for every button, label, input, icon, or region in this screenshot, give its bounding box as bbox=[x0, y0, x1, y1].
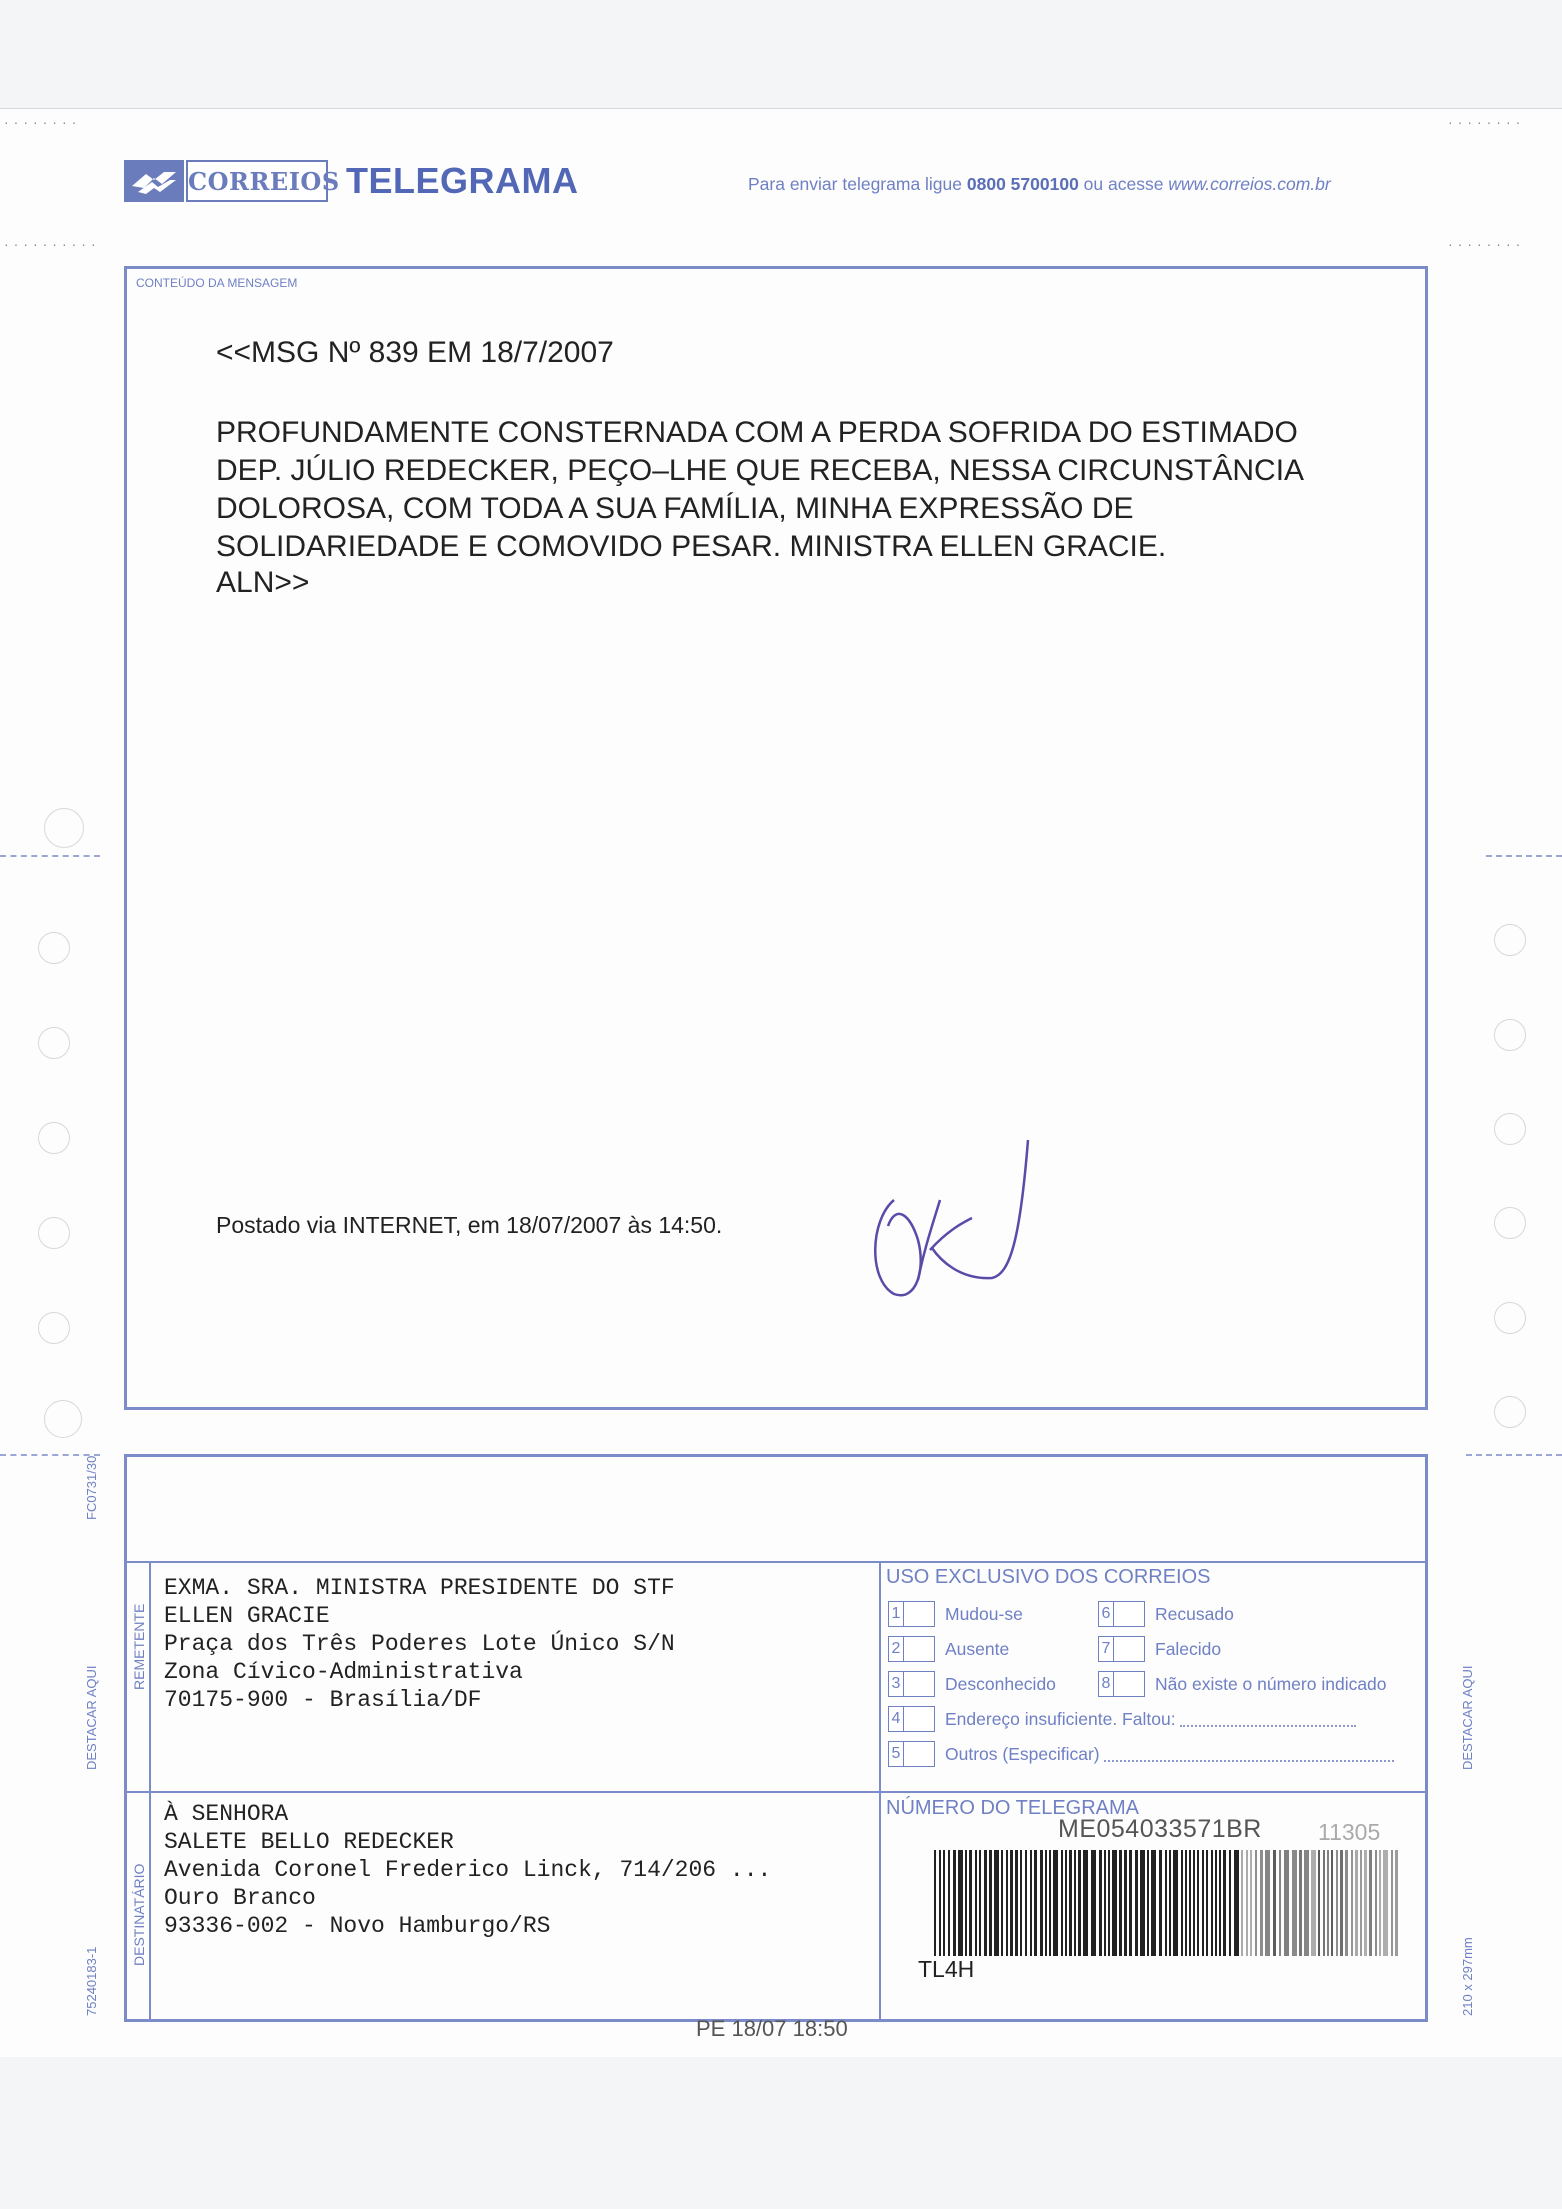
correios-arrows-icon bbox=[124, 160, 184, 202]
barcode-bar bbox=[1395, 1850, 1398, 1956]
barcode-bar bbox=[1124, 1850, 1127, 1956]
option-nao-existe-numero[interactable]: 8 Não existe o número indicado bbox=[1098, 1671, 1387, 1697]
punch-hole bbox=[1494, 1302, 1526, 1334]
barcode-bar bbox=[1351, 1850, 1353, 1956]
message-line: DOLOROSA, COM TODA A SUA FAMÍLIA, MINHA EXPRESSÃO DE bbox=[216, 492, 1134, 525]
option-desconhecido[interactable]: 3 Desconhecido bbox=[888, 1671, 1056, 1697]
divider bbox=[127, 1791, 1425, 1793]
barcode-bar bbox=[1211, 1850, 1213, 1956]
barcode-bar bbox=[1219, 1850, 1221, 1956]
barcode-bar bbox=[1015, 1850, 1018, 1956]
option-mudou-se[interactable]: 1 Mudou-se bbox=[888, 1601, 1023, 1627]
barcode-bar bbox=[1151, 1850, 1156, 1956]
brand-name: CORREIOS bbox=[186, 160, 328, 202]
document-title: TELEGRAMA bbox=[346, 160, 579, 201]
barcode-bar bbox=[1364, 1850, 1367, 1956]
telegram-number-title: NÚMERO DO TELEGRAMA bbox=[886, 1797, 1139, 1819]
barcode-bar bbox=[1223, 1850, 1226, 1956]
barcode-bar bbox=[1379, 1850, 1381, 1956]
telegram-code: 11305 bbox=[1318, 1819, 1381, 1845]
punch-hole bbox=[1494, 1396, 1526, 1428]
punch-hole bbox=[38, 1122, 70, 1154]
barcode-bar bbox=[1159, 1850, 1162, 1956]
barcode-bar bbox=[1340, 1850, 1343, 1956]
barcode-bar bbox=[1383, 1850, 1388, 1956]
posted-info: Postado via INTERNET, em 18/07/2007 às 14:50. bbox=[216, 1212, 723, 1238]
barcode-bar bbox=[1165, 1850, 1167, 1956]
barcode-bar bbox=[1292, 1850, 1297, 1956]
barcode-bar bbox=[1020, 1850, 1022, 1956]
header-info: Para enviar telegrama ligue 0800 5700100 ou acesse www.correios.com.br bbox=[748, 174, 1331, 194]
punch-hole bbox=[1494, 1019, 1526, 1051]
barcode-bar bbox=[1189, 1850, 1191, 1956]
barcode-bar bbox=[1185, 1850, 1187, 1956]
checkbox[interactable] bbox=[903, 1601, 935, 1627]
recipient-label: DESTINATÁRIO bbox=[131, 1863, 147, 1966]
option-falecido[interactable]: 7 Falecido bbox=[1098, 1636, 1221, 1662]
option-ausente[interactable]: 2 Ausente bbox=[888, 1636, 1009, 1662]
checkbox[interactable] bbox=[1113, 1671, 1145, 1697]
barcode-bar bbox=[939, 1850, 941, 1956]
punch-hole bbox=[38, 1027, 70, 1059]
perforation-dots: ········ bbox=[1448, 114, 1526, 130]
barcode-bar bbox=[1246, 1850, 1248, 1956]
barcode-bar bbox=[1061, 1850, 1063, 1956]
barcode-bar bbox=[1304, 1850, 1309, 1956]
barcode-bar bbox=[1053, 1850, 1058, 1956]
barcode-bar bbox=[1135, 1850, 1138, 1956]
barcode-bar bbox=[1001, 1850, 1003, 1956]
barcode-bar bbox=[965, 1850, 967, 1956]
punch-hole bbox=[38, 932, 70, 964]
barcode-bar bbox=[1279, 1850, 1281, 1956]
option-recusado[interactable]: 6 Recusado bbox=[1098, 1601, 1234, 1627]
postal-stamp: PE 18/07 18:50 bbox=[696, 2016, 848, 2041]
website-link[interactable]: www.correios.com.br bbox=[1168, 174, 1331, 194]
punch-hole bbox=[1494, 1207, 1526, 1239]
barcode-bar bbox=[943, 1850, 945, 1956]
punch-hole bbox=[44, 1400, 82, 1438]
recipient-address: À SENHORA SALETE BELLO REDECKER Avenida Coronel Frederico Linck, 714/206 ... Ouro Branco 93336-002 - Novo Hamburgo/RS bbox=[164, 1801, 772, 1939]
fill-line[interactable] bbox=[1104, 1746, 1394, 1762]
barcode-bar bbox=[1040, 1850, 1043, 1956]
telegram-number: ME054033571BR bbox=[1058, 1815, 1262, 1843]
message-line: DEP. JÚLIO REDECKER, PEÇO–LHE QUE RECEBA, NESSA CIRCUNSTÂNCIA bbox=[216, 454, 1305, 487]
barcode-bar bbox=[953, 1850, 956, 1956]
form-code: FC0731/30 bbox=[84, 1455, 99, 1520]
barcode-bar bbox=[975, 1850, 977, 1956]
barcode-bar bbox=[1169, 1850, 1171, 1956]
message-line: SOLIDARIEDADE E COMOVIDO PESAR. MINISTRA ELLEN GRACIE. bbox=[216, 530, 1167, 563]
checkbox[interactable] bbox=[903, 1671, 935, 1697]
barcode-bar bbox=[1140, 1850, 1145, 1956]
barcode-bar bbox=[1147, 1850, 1149, 1956]
barcode-bar bbox=[1323, 1850, 1325, 1956]
message-sign-off: ALN>> bbox=[216, 566, 310, 599]
barcode-bar bbox=[1345, 1850, 1348, 1956]
barcode-bar bbox=[1215, 1850, 1217, 1956]
perforation-dots: ········ bbox=[4, 114, 82, 130]
barcode-bar bbox=[1311, 1850, 1316, 1956]
message-body bbox=[216, 414, 1376, 566]
barcode-bar bbox=[984, 1850, 987, 1956]
checkbox[interactable] bbox=[1113, 1601, 1145, 1627]
sender-address: EXMA. SRA. MINISTRA PRESIDENTE DO STF ELLEN GRACIE Praça dos Três Poderes Lote Único S/N Zona Cívico-Administrativa 70175-900 - Brasília/DF bbox=[164, 1575, 675, 1713]
barcode-bar bbox=[1250, 1850, 1252, 1956]
barcode-bar bbox=[1010, 1850, 1013, 1956]
divider bbox=[149, 1561, 151, 2019]
barcode-bar bbox=[1030, 1850, 1032, 1956]
barcode-bar bbox=[1241, 1850, 1243, 1956]
punch-hole bbox=[38, 1217, 70, 1249]
barcode-bar bbox=[1083, 1850, 1088, 1956]
barcode-bar bbox=[1202, 1850, 1204, 1956]
barcode-bar bbox=[1173, 1850, 1178, 1956]
handwritten-ok-signature bbox=[860, 1130, 1040, 1310]
barcode bbox=[934, 1850, 1400, 1956]
barcode-bar bbox=[1099, 1850, 1102, 1956]
barcode-bar bbox=[1229, 1850, 1231, 1956]
barcode-bar bbox=[958, 1850, 963, 1956]
divider bbox=[879, 1561, 881, 2019]
option-outros[interactable]: 5 Outros (Especificar) bbox=[888, 1741, 1394, 1767]
punch-hole bbox=[1494, 1113, 1526, 1145]
barcode-bar bbox=[1119, 1850, 1122, 1956]
message-section-label: CONTEÚDO DA MENSAGEM bbox=[136, 276, 298, 290]
barcode-bar bbox=[1074, 1850, 1076, 1956]
barcode-bar bbox=[1045, 1850, 1047, 1956]
barcode-bar bbox=[1318, 1850, 1320, 1956]
barcode-bar bbox=[1112, 1850, 1117, 1956]
message-line: PROFUNDAMENTE CONSTERNADA COM A PERDA SOFRIDA DO ESTIMADO bbox=[216, 416, 1298, 449]
serial-number: 75240183-1 bbox=[84, 1946, 99, 2016]
message-header: <<MSG Nº 839 EM 18/7/2007 bbox=[216, 336, 614, 369]
perforation-dots: ········ bbox=[1448, 236, 1526, 252]
barcode-bar bbox=[1065, 1850, 1067, 1956]
barcode-bar bbox=[1104, 1850, 1106, 1956]
barcode-bar bbox=[1360, 1850, 1362, 1956]
divider bbox=[127, 1561, 1425, 1563]
option-endereco-insuficiente[interactable]: 4 Endereço insuficiente. Faltou: bbox=[888, 1706, 1356, 1732]
barcode-bar bbox=[1255, 1850, 1257, 1956]
barcode-bar bbox=[1331, 1850, 1333, 1956]
barcode-bar bbox=[1091, 1850, 1096, 1956]
correios-logo bbox=[124, 160, 340, 206]
barcode-bar bbox=[1049, 1850, 1051, 1956]
paper-size: 210 x 297mm bbox=[1460, 1937, 1475, 2016]
tear-line bbox=[1466, 1454, 1562, 1456]
checkbox[interactable] bbox=[1113, 1636, 1145, 1662]
barcode-bar bbox=[1265, 1850, 1270, 1956]
barcode-bar bbox=[989, 1850, 992, 1956]
barcode-bar bbox=[1129, 1850, 1132, 1956]
barcode-bar bbox=[948, 1850, 950, 1956]
barcode-bar bbox=[1369, 1850, 1372, 1956]
barcode-bar bbox=[1234, 1850, 1239, 1956]
punch-hole bbox=[1494, 924, 1526, 956]
punch-hole bbox=[44, 808, 84, 848]
barcode-bar bbox=[994, 1850, 999, 1956]
barcode-bar bbox=[1299, 1850, 1302, 1956]
barcode-bar bbox=[1260, 1850, 1263, 1956]
checkbox[interactable] bbox=[903, 1636, 935, 1662]
fill-line[interactable] bbox=[1180, 1711, 1356, 1727]
tear-line bbox=[1486, 855, 1562, 857]
barcode-bar bbox=[934, 1850, 936, 1956]
checkbox[interactable] bbox=[903, 1706, 935, 1732]
sender-label: REMETENTE bbox=[131, 1603, 147, 1690]
barcode-bar bbox=[969, 1850, 972, 1956]
detach-here-right: DESTACAR AQUI bbox=[1460, 1665, 1475, 1770]
barcode-bar bbox=[1108, 1850, 1110, 1956]
barcode-bar bbox=[979, 1850, 981, 1956]
barcode-bar bbox=[1336, 1850, 1338, 1956]
punch-hole bbox=[38, 1312, 70, 1344]
detach-here-left: DESTACAR AQUI bbox=[84, 1665, 99, 1770]
tear-line bbox=[0, 855, 100, 857]
barcode-bar bbox=[1181, 1850, 1183, 1956]
uso-exclusivo-title: USO EXCLUSIVO DOS CORREIOS bbox=[886, 1566, 1211, 1588]
tl-code: TL4H bbox=[918, 1956, 975, 1982]
checkbox[interactable] bbox=[903, 1741, 935, 1767]
barcode-bar bbox=[1273, 1850, 1276, 1956]
phone-number: 0800 5700100 bbox=[966, 174, 1079, 194]
barcode-bar bbox=[1206, 1850, 1208, 1956]
barcode-bar bbox=[1197, 1850, 1199, 1956]
barcode-bar bbox=[1034, 1850, 1037, 1956]
barcode-bar bbox=[1193, 1850, 1195, 1956]
barcode-bar bbox=[1069, 1850, 1072, 1956]
barcode-bar bbox=[1375, 1850, 1377, 1956]
barcode-bar bbox=[1078, 1850, 1081, 1956]
barcode-bar bbox=[1006, 1850, 1008, 1956]
barcode-bar bbox=[1025, 1850, 1027, 1956]
barcode-bar bbox=[1355, 1850, 1358, 1956]
perforation-dots: ·········· bbox=[4, 236, 101, 252]
barcode-bar bbox=[1284, 1850, 1289, 1956]
barcode-bar bbox=[1391, 1850, 1393, 1956]
barcode-bar bbox=[1327, 1850, 1329, 1956]
